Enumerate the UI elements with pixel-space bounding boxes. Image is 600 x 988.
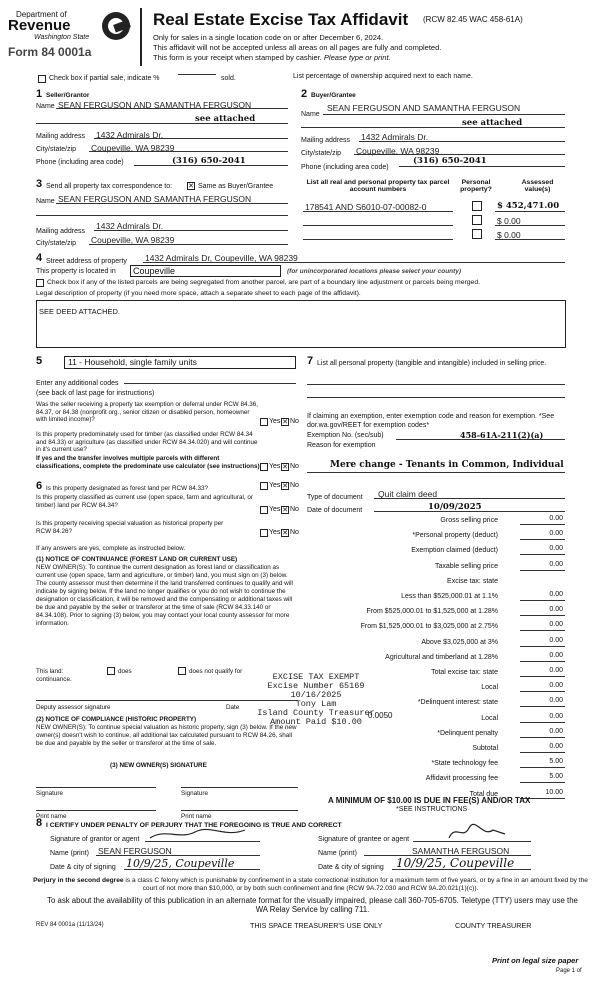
land-use-select[interactable]: 11 - Household, single family units [64, 356, 296, 369]
q-historic-no[interactable]: ✕ [282, 530, 288, 537]
corr-name-value[interactable]: SEAN FERGUSON AND SAMANTHA FERGUSON [58, 194, 252, 204]
page-number: Page 1 of [556, 968, 582, 974]
no-label: No [290, 418, 299, 425]
grantor-signature-scribble [145, 826, 260, 842]
calc-underline [520, 524, 565, 525]
section-3-number: 3 [36, 178, 43, 190]
codes-note: (see back of last page for instructions) [36, 390, 155, 397]
personal-checkbox-1[interactable] [472, 201, 482, 211]
yes-label: Yes [269, 463, 281, 470]
q-forest-yes[interactable] [260, 482, 268, 490]
section-2-number: 2 [301, 88, 308, 100]
assessed-3[interactable]: $ 0.00 [497, 230, 521, 240]
seller-name-label: Name [36, 103, 55, 110]
seller-addr-value[interactable]: 1432 Admirals Dr. [96, 130, 164, 140]
notice-1-title: (1) NOTICE OF CONTINUANCE (FOREST LAND OR CURRENT USE) [36, 556, 238, 563]
corr-addr-label: Mailing address [36, 228, 86, 235]
notice-2-title: (2) NOTICE OF COMPLIANCE (HISTORIC PROPERTY) [36, 716, 197, 723]
ownership-note: List percentage of ownership acquired next to each name. [293, 73, 473, 80]
calc-label: Less than $525,000.01 at 1.1% [401, 593, 498, 600]
assessed-header: Assessed value(s) [521, 179, 554, 193]
calc-underline [520, 570, 565, 571]
rev-code: REV 84 0001a (11/13/24) [36, 922, 104, 928]
calc-value[interactable]: 0.00 [549, 621, 563, 629]
partial-sale-label: Check box if partial sale, indicate % [49, 75, 160, 82]
notice-2-text: NEW OWNER(S): To continue special valuation as historic property, sign (3) below. If the new owner(s) doesn't wish to continue, all additional tax calculated pursuant to RCW 84.26, shall be due and payable by the seller or transferor at the time of sale. [36, 724, 297, 747]
deputy-date-label: Date [226, 704, 240, 711]
header-line3b: Please type or print. [323, 53, 391, 62]
exemption-note: If claiming an exemption, enter exemption code and reason for exemption. *See dor.wa.gov/REET for exemption codes* [307, 413, 555, 429]
calc-underline [520, 706, 565, 707]
dept-name: Revenue [8, 17, 71, 34]
revenue-logo [8, 10, 132, 64]
exemption-no-value[interactable]: 458-61A-211(2)(a) [460, 430, 544, 440]
grantee-name-label: Name (print) [318, 850, 357, 857]
location-select[interactable]: Coupeville [130, 265, 281, 277]
treasurer-use-label: THIS SPACE TREASURER'S USE ONLY [250, 921, 383, 930]
calc-value[interactable]: 0.00 [549, 697, 563, 705]
personal-property-label: List all personal property (tangible and intangible) included in selling price. [317, 360, 547, 367]
calc-underline [520, 615, 565, 616]
section-7-number: 7 [307, 355, 314, 367]
calc-underline [520, 737, 565, 738]
grantee-date-label: Date & city of signing [318, 864, 384, 871]
calc-value[interactable]: 0.00 [549, 530, 563, 538]
grantee-name-value[interactable]: SAMANTHA FERGUSON [412, 846, 510, 856]
calc-value[interactable]: 0.00 [549, 591, 563, 598]
calc-value[interactable]: 0.00 [549, 606, 563, 614]
sold-label: sold. [221, 75, 236, 82]
buyer-name-value[interactable]: SEAN FERGUSON AND SAMANTHA FERGUSON [327, 103, 521, 113]
grantor-date-value[interactable]: 10/9/25, Coupeville [126, 857, 235, 870]
notice-3-title: (3) NEW OWNER(S) SIGNATURE [110, 762, 207, 769]
dept-label: Department of [16, 10, 67, 19]
doc-type-label: Type of document [307, 494, 363, 501]
calc-label: Subtotal [472, 745, 498, 752]
street-value[interactable]: 1432 Admirals Dr, Coupeville, WA 98239 [145, 253, 298, 263]
owner-signature-2[interactable] [181, 787, 298, 788]
seller-name-value[interactable]: SEAN FERGUSON AND SAMANTHA FERGUSON [58, 100, 252, 110]
reason-label: Reason for exemption [307, 442, 376, 449]
buyer-addr-value[interactable]: 1432 Admirals Dr. [361, 132, 429, 142]
ifany-note: If any answers are yes, complete as instructed below. [36, 545, 186, 552]
see-instructions: *SEE INSTRUCTIONS [396, 806, 468, 813]
section-4-number: 4 [36, 252, 43, 264]
page-title: Real Estate Excise Tax Affidavit [153, 10, 409, 29]
legal-label: Legal description of property (if you need more space, attach a separate sheet to each page of the affidavit). [36, 290, 361, 297]
seller-city-value[interactable]: Coupeville, WA 98239 [91, 143, 175, 153]
legal-size-note: Print on legal size paper [492, 956, 579, 965]
calc-label: *Delinquent interest: state [417, 699, 498, 707]
owner-signature-1[interactable] [36, 787, 156, 788]
section-8-number: 8 [36, 817, 43, 829]
calc-underline [520, 767, 565, 768]
header-line2: This affidavit will not be accepted unless all areas on all pages are fully and completed. [153, 43, 442, 52]
q-exemption: Was the seller receiving a property tax exemption or deferral under RCW 84.36, 84.37, or 84.38 (nonprofit org., senior citizen or disabled person, homeowner with limited income)? [36, 401, 259, 423]
q-exemption-no[interactable]: ✕ [282, 419, 288, 426]
print-label-1: Print name [36, 813, 67, 820]
parcel-1[interactable]: 178541 AND S6010-07-00082-0 [305, 202, 427, 212]
yes-label: Yes [269, 418, 281, 425]
assessed-1[interactable]: $ 452,471.00 [497, 201, 560, 211]
owner-print-2[interactable] [181, 810, 298, 811]
correspondence-label: Send all property tax correspondence to: [46, 183, 173, 190]
section-6-number: 6 [36, 480, 43, 492]
section-5-number: 5 [36, 355, 43, 367]
seller-see-attached: see attached [195, 114, 256, 124]
calc-value[interactable]: 0.00 [549, 560, 563, 568]
calc-value[interactable]: 0.00 [549, 545, 563, 553]
does-label: does [118, 668, 132, 675]
continuance-label: continuance. [36, 676, 72, 683]
accessibility-note: To ask about the availability of this publication in an alternate format for the visually impaired, please call 360-705-6705. Teletype (TTY) users may use the WA Relay Service by calling 711. [47, 896, 578, 914]
q-current-use-yes[interactable] [260, 506, 268, 514]
treasurer-stamp: EXCISE TAX EXEMPT Excise Number 65169 10/16/2025 Tony Lam Island County Treasurer Amount Paid $10.00 [257, 672, 375, 727]
calc-value[interactable]: 0.00 [549, 712, 563, 720]
yes-label: Yes [269, 529, 281, 536]
corr-name-label: Name [36, 198, 55, 205]
uninc-note: (for unincorporated locations please select your county) [287, 268, 462, 275]
calc-label: Local [481, 684, 498, 692]
calc-label: Exemption claimed (deduct) [411, 547, 498, 555]
header-divider [140, 8, 142, 66]
calc-label: Agricultural and timberland at 1.28% [385, 653, 498, 661]
land-does-not-checkbox[interactable] [178, 667, 186, 675]
land-does-checkbox[interactable] [107, 667, 115, 675]
logo-icon [102, 12, 130, 40]
corr-city-value[interactable]: Coupeville, WA 98239 [91, 235, 175, 245]
calc-value[interactable]: 0.00 [549, 515, 563, 522]
seller-title: Seller/Grantor [46, 92, 90, 99]
deputy-label: Deputy assessor signature [36, 704, 111, 711]
grantee-date-value[interactable]: 10/9/25, Coupeville [396, 856, 515, 870]
calc-underline [520, 676, 565, 677]
form-number: Form 84 0001a [8, 45, 92, 59]
owner-print-1[interactable] [36, 810, 156, 811]
yes-label: Yes [269, 482, 281, 489]
calc-label: *State technology fee [431, 760, 498, 768]
signature-label-1: Signature [36, 790, 63, 797]
county-treasurer-label: COUNTY TREASURER [455, 921, 532, 930]
calc-value[interactable]: 5.00 [549, 773, 563, 781]
signature-label-2: Signature [181, 790, 208, 797]
q-timber: Is this property predominately used for timber (as classified under RCW 84.34 and 84.33) or agriculture (as classified under RCW 84.34.020) and will continue in it's current use? [36, 431, 258, 453]
calc-value[interactable]: 0.00 [549, 651, 563, 659]
calc-label: Gross selling price [440, 517, 498, 524]
seller-phone-value[interactable]: (316) 650-2041 [172, 156, 246, 166]
calc-label: Taxable selling price [434, 562, 498, 570]
local-rate: 0.0050 [368, 711, 393, 720]
q-forest-no[interactable]: ✕ [282, 483, 288, 490]
seller-phone-label: Phone (including area code) [36, 159, 124, 166]
perjury-note: Perjury in the second degree is a class C felony which is punishable by confinement in a state correctional institution for a maximum term of five years, or by a fine in an amount fixed by the court of not more than $10,000, or by both such confinement and fine (RCW 9A.72.030 and RCW 9A.20.021(1)(c)). [33, 877, 588, 892]
minimum-note: A MINIMUM OF $10.00 IS DUE IN FEE(S) AND/OR TAX [328, 796, 531, 805]
calc-value[interactable]: 10.00 [545, 788, 563, 796]
located-label: This property is located in [36, 268, 116, 275]
calc-underline [520, 539, 565, 540]
calc-label: From $1,525,000.01 to $3,025,000 at 2.75% [360, 623, 498, 631]
corr-city-label: City/state/zip [36, 240, 77, 247]
calc-label: Above $3,025,000 at 3% [421, 638, 498, 646]
q-exemption-yes[interactable] [260, 418, 268, 426]
segregated-checkbox[interactable] [36, 279, 44, 287]
calc-underline [520, 782, 565, 783]
calc-underline [520, 600, 565, 601]
calc-value[interactable]: 0.00 [549, 682, 563, 690]
q-timber-yes[interactable] [260, 463, 268, 471]
legal-description-field[interactable]: SEE DEED ATTACHED. [36, 300, 566, 348]
q-historic-yes[interactable] [260, 529, 268, 537]
calc-value[interactable]: 0.00 [549, 727, 563, 735]
calc-value[interactable]: 0.00 [549, 667, 563, 674]
grantor-name-value[interactable]: SEAN FERGUSON [98, 846, 172, 856]
buyer-city-label: City/state/zip [301, 150, 342, 157]
buyer-phone-label: Phone (including area code) [301, 164, 389, 171]
corr-addr-value[interactable]: 1432 Admirals Dr. [96, 221, 164, 231]
calc-underline [520, 752, 565, 753]
partial-percent-field[interactable] [178, 74, 216, 75]
notice-1-text: NEW OWNER(S): To continue the current designation as forest land or classification as current use (open space, farm and agriculture, or timber) land, you must sign on (3) below. The county assessor must then determine if the land transferred continues to qualify and will indicate by signing below. If the land no longer qualifies or you do not wish to continue the designation or classification, it will be removed and the compensating or additional taxes will be due and payable by the seller or transferor at the time of sale (RCW 84.33.140 or 84.34.108). Prior to signing (3) below, you may contact your local county assessor for more information. [36, 564, 293, 627]
does-not-label: does not qualify for [189, 668, 243, 675]
section-1-number: 1 [36, 88, 43, 100]
q-forest: Is this property designated as forest land per RCW 84.33? [46, 485, 209, 492]
codes-label: Enter any additional codes [36, 380, 119, 387]
no-label: No [290, 506, 299, 513]
calc-label: *Personal property (deduct) [412, 532, 498, 540]
no-label: No [290, 529, 299, 536]
calc-underline [520, 554, 565, 555]
segregated-label: Check box if any of the listed parcels are being segregated from another parcel, are part of a boundary line adjustment or parcels being merged. [47, 279, 480, 286]
header-line3: This form is your receipt when stamped by cashier. [153, 53, 322, 62]
grantee-signature[interactable] [413, 822, 531, 842]
grantor-sig-label: Signature of grantor or agent [50, 836, 140, 843]
buyer-see-attached: see attached [462, 118, 523, 128]
buyer-addr-label: Mailing address [301, 137, 351, 144]
calc-label: Local [481, 714, 498, 722]
doc-date-label: Date of document [307, 507, 363, 514]
calc-label: Affidavit processing fee [425, 775, 498, 783]
calc-value[interactable]: 5.00 [549, 758, 563, 766]
calc-value[interactable]: 0.00 [549, 743, 563, 750]
q-timber-note: If yes and the transfer involves multiple parcels with different classifications, complete the predominate use calculator (see instructions) [36, 455, 260, 470]
buyer-city-value[interactable]: Coupeville, WA 98239 [356, 146, 440, 156]
buyer-phone-value[interactable]: (316) 650-2041 [413, 156, 487, 166]
rcw-ref: (RCW 82.45 WAC 458-61A) [423, 15, 523, 24]
buyer-name-label: Name [301, 111, 320, 118]
seller-city-label: City/state/zip [36, 146, 77, 153]
grantor-name-label: Name (print) [50, 850, 89, 857]
seller-addr-label: Mailing address [36, 133, 86, 140]
personal-checkbox-2[interactable] [472, 215, 482, 225]
q-historic: Is this property receiving special valuation as historical property per RCW 84.26? [36, 520, 224, 535]
q-current-use: Is this property classified as current use (open space, farm and agricultural, or timber) land per RCW 84.34? [36, 494, 253, 509]
calc-underline [520, 661, 565, 662]
q-timber-no[interactable]: ✕ [282, 464, 288, 471]
codes-field[interactable] [124, 383, 296, 384]
calc-underline [520, 630, 565, 631]
same-as-buyer-checkbox[interactable]: ✕ [188, 183, 194, 190]
reason-value[interactable]: Mere change - Tenants in Common, Individual [330, 460, 564, 470]
personal-header: Personal property? [460, 179, 492, 193]
print-label-2: Print name [181, 813, 212, 820]
calc-label: *Delinquent penalty [437, 729, 498, 737]
calc-label: Total due [469, 790, 498, 798]
header-line1: Only for sales in a single location code on or after December 6, 2024. [153, 33, 384, 42]
calc-underline [520, 722, 565, 723]
no-label: No [290, 463, 299, 470]
same-as-buyer-label: Same as Buyer/Grantee [198, 183, 274, 190]
doc-date-value[interactable]: 10/09/2025 [428, 502, 482, 512]
q-current-use-no[interactable]: ✕ [282, 507, 288, 514]
exemption-no-label: Exemption No. (sec/sub) [307, 432, 384, 439]
grantor-signature[interactable] [145, 826, 260, 842]
calc-value[interactable]: 0.00 [549, 636, 563, 644]
personal-checkbox-3[interactable] [472, 229, 482, 239]
this-land-label: This land: [36, 668, 64, 675]
calc-underline [520, 691, 565, 692]
grantee-sig-label: Signature of grantee or agent [318, 836, 410, 843]
calc-label: Excise tax: state [447, 577, 498, 585]
calc-label: From $525,000.01 to $1,525,000 at 1.28% [366, 608, 498, 616]
partial-sale-checkbox[interactable] [38, 75, 46, 83]
calc-underline [520, 646, 565, 647]
assessed-2[interactable]: $ 0.00 [497, 216, 521, 226]
certify-title: I CERTIFY UNDER PENALTY OF PERJURY THAT THE FOREGOING IS TRUE AND CORRECT [46, 822, 342, 829]
dept-state: Washington State [34, 34, 90, 41]
calc-label: Total excise tax: state [431, 669, 498, 676]
no-label: No [290, 482, 299, 489]
grantor-date-label: Date & city of signing [50, 864, 116, 871]
parcel-header: List all real and personal property tax parcel account numbers [306, 179, 450, 193]
grantee-signature-scribble [413, 822, 531, 842]
yes-label: Yes [269, 506, 281, 513]
doc-type-value[interactable]: Quit claim deed [378, 489, 438, 499]
street-label: Street address of property [46, 258, 127, 265]
buyer-title: Buyer/Grantee [311, 92, 356, 99]
